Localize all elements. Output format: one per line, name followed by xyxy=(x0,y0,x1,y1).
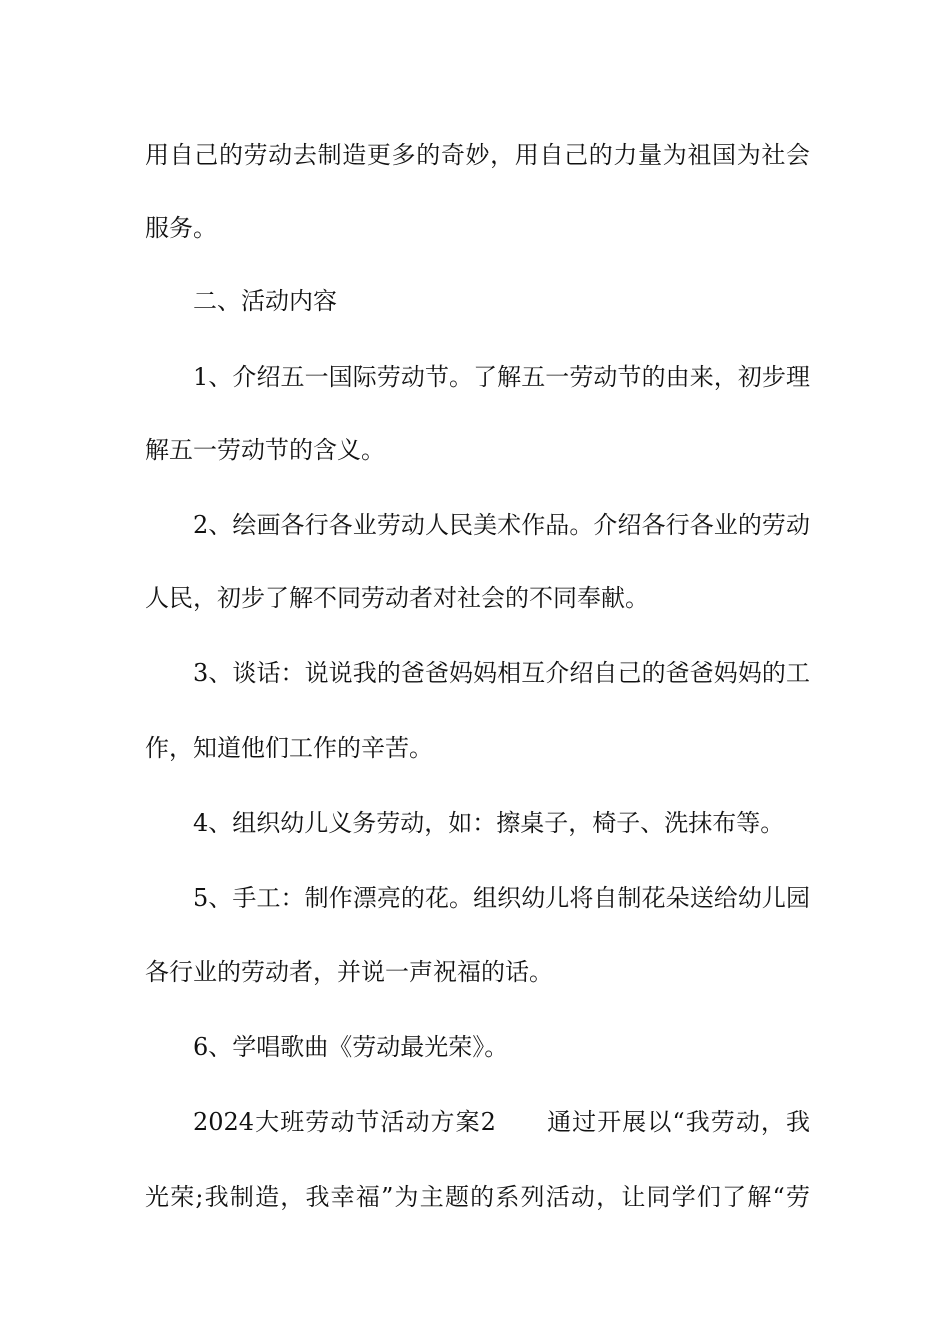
list-item-line: 6、学唱歌曲《劳动最光荣》。 xyxy=(193,1033,509,1061)
list-item-line: 人民，初步了解不同劳动者对社会的不同奉献。 xyxy=(145,584,649,612)
paragraph-line: 服务。 xyxy=(145,214,217,242)
list-item-line: 各行业的劳动者，并说一声祝福的话。 xyxy=(145,958,553,986)
paragraph-line: 2024大班劳动节活动方案2 通过开展以“我劳动，我 xyxy=(193,1108,810,1136)
section-heading: 二、活动内容 xyxy=(193,287,337,315)
paragraph-line: 光荣;我制造，我幸福”为主题的系列活动，让同学们了解“劳 xyxy=(145,1183,810,1211)
paragraph-line: 用自己的劳动去制造更多的奇妙，用自己的力量为祖国为社会 xyxy=(145,141,810,169)
list-item-line: 作，知道他们工作的辛苦。 xyxy=(145,734,433,762)
list-item-line: 2、绘画各行各业劳动人民美术作品。介绍各行各业的劳动 xyxy=(193,511,810,539)
list-item-line: 5、手工：制作漂亮的花。组织幼儿将自制花朵送给幼儿园 xyxy=(193,884,810,912)
list-item-line: 4、组织幼儿义务劳动，如：擦桌子，椅子、洗抹布等。 xyxy=(193,809,785,837)
list-item-line: 3、谈话：说说我的爸爸妈妈相互介绍自己的爸爸妈妈的工 xyxy=(193,659,810,687)
list-item-line: 解五一劳动节的含义。 xyxy=(145,436,385,464)
list-item-line: 1、介绍五一国际劳动节。了解五一劳动节的由来，初步理 xyxy=(193,363,810,391)
